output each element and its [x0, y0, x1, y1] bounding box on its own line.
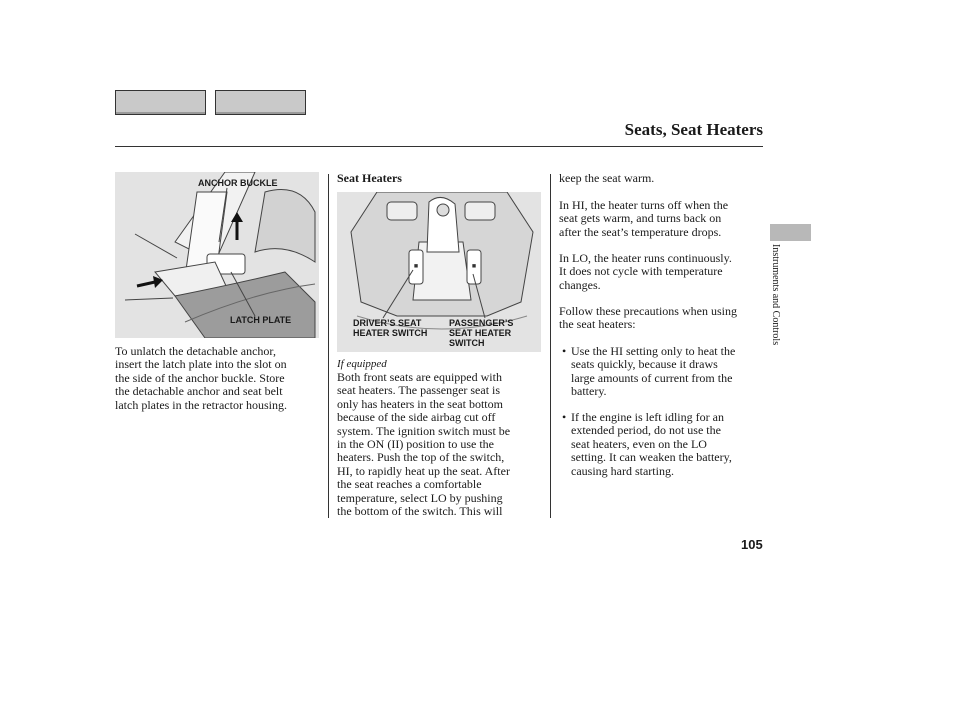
callout-line: SEAT HEATER — [449, 328, 512, 338]
callout-anchor-buckle: ANCHOR BUCKLE — [198, 178, 278, 188]
text-line: To unlatch the detachable anchor, — [115, 344, 276, 358]
text-line: insert the latch plate into the slot on — [115, 357, 287, 372]
callout-line: PASSENGER’S — [449, 318, 514, 328]
page-title: Seats, Seat Heaters — [624, 120, 763, 139]
callout-line: SWITCH — [449, 338, 485, 348]
bullet-icon: • — [562, 344, 567, 358]
lo-setting-paragraph — [559, 252, 732, 292]
precautions-intro — [559, 305, 737, 332]
text-line: seat heaters. The passenger seat is — [337, 383, 501, 398]
nav-tab-next[interactable] — [215, 90, 306, 115]
section-heading: Seat Heaters — [337, 171, 402, 185]
text-line: keep the seat warm. — [559, 171, 655, 185]
text-line: temperature, select LO by pushing — [337, 490, 503, 505]
text-line: setting. It can weaken the battery, — [571, 450, 732, 465]
text-line: the side of the anchor buckle. Store — [115, 370, 285, 385]
callout-line: HEATER SWITCH — [353, 328, 428, 338]
text-line: in the ON (II) position to use the — [337, 437, 494, 452]
header-rule — [115, 146, 763, 147]
text-line: In LO, the heater runs continuously. — [559, 251, 732, 265]
text-line: large amounts of current from the — [571, 370, 733, 385]
equipment-note: If equipped — [337, 358, 387, 370]
text-line: the detachable anchor and seat belt — [115, 384, 283, 399]
text-line: changes. — [559, 277, 601, 292]
text-line: HI, to rapidly heat up the seat. After — [337, 463, 510, 478]
text-line: Follow these precautions when using — [559, 304, 737, 318]
text-line: latch plates in the retractor housing. — [115, 397, 287, 412]
text-line: the seat heaters: — [559, 317, 636, 332]
text-line: It does not cycle with temperature — [559, 264, 723, 279]
text-line: battery. — [571, 384, 607, 399]
section-label: Instruments and Controls — [770, 244, 781, 346]
text-line: system. The ignition switch must be — [337, 423, 511, 438]
text-line: In HI, the heater turns off when the — [559, 198, 729, 212]
page-number: 105 — [741, 537, 763, 552]
text-line: only has heaters in the seat bottom — [337, 396, 503, 411]
text-line: seat heaters, even on the LO — [571, 436, 707, 451]
text-line: causing hard starting. — [571, 463, 674, 478]
text-line: If the engine is left idling for an — [571, 410, 724, 424]
callout-driver-heater-switch — [353, 318, 427, 338]
text-line: the bottom of the switch. This will — [337, 504, 503, 519]
seat-heater-description — [337, 371, 510, 518]
svg-text:■: ■ — [471, 262, 477, 270]
nav-tab-previous[interactable] — [115, 90, 206, 115]
anchor-instructions — [115, 345, 287, 412]
anchor-buckle-illustration — [115, 172, 319, 338]
text-line: Use the HI setting only to heat the — [571, 344, 736, 358]
text-line: Both front seats are equipped with — [337, 370, 502, 384]
text-line: seats quickly, because it draws — [571, 357, 718, 372]
text-line: after the seat’s temperature drops. — [559, 224, 722, 239]
precaution-bullet-2 — [559, 411, 732, 478]
callout-latch-plate: LATCH PLATE — [230, 315, 292, 325]
hi-setting-paragraph — [559, 199, 728, 239]
callout-line: DRIVER’S SEAT — [353, 318, 422, 328]
text-line: the seat reaches a comfortable — [337, 477, 482, 492]
column-divider-right — [550, 174, 551, 518]
text-line: seat gets warm, and turns back on — [559, 211, 722, 226]
text-line: heaters. Push the top of the switch, — [337, 450, 505, 465]
callout-passenger-heater-switch — [449, 318, 513, 348]
column-divider-left — [328, 174, 329, 518]
heater-continuation — [559, 172, 654, 185]
section-tab-marker[interactable] — [770, 224, 811, 241]
svg-text:■: ■ — [413, 262, 419, 270]
text-line: because of the side airbag cut off — [337, 410, 496, 425]
text-line: extended period, do not use the — [571, 423, 721, 438]
bullet-icon: • — [562, 410, 567, 424]
seat-heater-switch-illustration — [337, 192, 541, 352]
precaution-bullet-1 — [559, 345, 735, 399]
